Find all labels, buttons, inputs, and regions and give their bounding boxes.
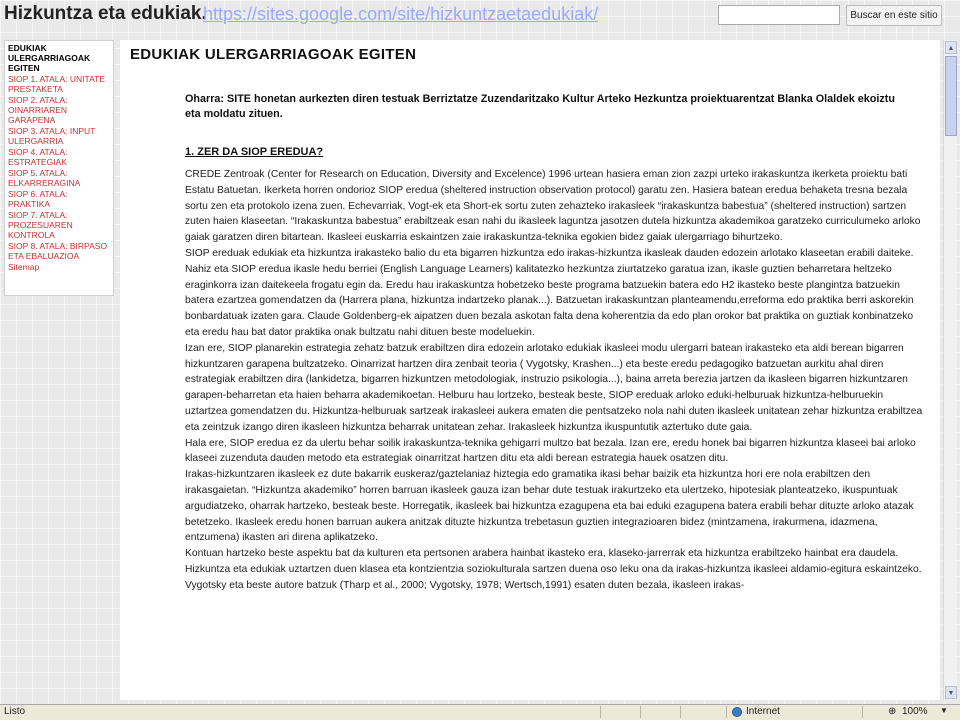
- status-text: Listo: [4, 706, 26, 717]
- scroll-up-arrow-icon[interactable]: ▲: [945, 41, 957, 54]
- main-content: [120, 40, 940, 700]
- section-heading: 1. ZER DA SIOP EREDUA?: [185, 146, 324, 158]
- status-divider: [862, 706, 863, 718]
- status-divider: [726, 706, 727, 718]
- sidebar-item-sitemap[interactable]: Sitemap: [8, 261, 40, 272]
- scroll-thumb[interactable]: [945, 56, 957, 136]
- sidebar-item-siop-7[interactable]: SIOP 7. ATALA: PROZESUAREN KONTROLA: [8, 209, 73, 241]
- sidebar-item-edukiak[interactable]: EDUKIAK ULERGARRIAGOAK EGITEN: [8, 43, 91, 74]
- sidebar-item-siop-8[interactable]: SIOP 8. ATALA: BIRPASO ETA EBALUAZIOA: [8, 240, 108, 262]
- author-note: Oharra: SITE honetan aurkezten diren testuak Berriztatze Zuzendaritzako Kultur Arteko Hezkuntza proiektuarentzat Blanka Olaldek ekoiztu eta moldatu zituen.: [185, 93, 895, 120]
- zoom-level[interactable]: 100%: [902, 706, 928, 717]
- paragraph: Izan ere, SIOP planarekin estrategia zehatz batzuk erabiltzen dira edozein arlotako edukiak ikasleei modu ulergarri batean irakasteko eta aldi berean bigarren hizkuntzaren garapena bultzatzeko. Oinarrizat hartzen dira zenbait teoria ( Vygotsky, Krashen...) eta beste eredu pedagogiko batzuetan aurkitu ahal diren estrategiak erabiltzen dira (lankidetza, bigarren hizkuntzen metodologiak, instruzio psikologia...), baina arreta berezia jartzen da ikasleen bigarren hizkuntzaren garapen-beharretan eta haien beharra akademikoetan. Helburu hau lortzeko, besteak beste, SIOP ereduak arloko eduki-helburuak hizkuntza-helburuekin uztartzea gomendatzen du. Hizkuntza-helburuak sartzeak irakasleei aukera ematen die pentsatzeko nola nahi duten ikasleek unitatean zehar hizkuntza erabiltzea eta zeintzuk izango diren ikasleen hizkuntza beharrak unitatean zehar. Irakasleek hizkuntza ikuspuntutik aztertuko dute gaia.: [185, 342, 923, 433]
- paragraph: Kontuan hartzeko beste aspektu bat da kulturen eta pertsonen arabera hainbat ikasteko era, klaseko-jarrerrak eta hizkuntza erabiltzeko hainbat era daudela.: [185, 548, 899, 560]
- paragraph: CREDE Zentroak (Center for Research on Education, Diversity and Excelence) 1996 urtean hasiera eman zion zazpi urteko irakaskuntza ikerketa proiektu bati Estatu Batuetan. Ikerketa horren ondorioz SIOP eredua (sheltered instruction observation protocol) garatu zen. Hasiera batean eredua behaketa tresna bezala sortu zen eta protokolo izena zuen. Echevarriak, Vogt-ek eta Short-ek sortu zuten zehazteko irakasleek “irakaskuntza babestua” (sheltered instruction) sartzen zuten haien klaseetan. “Irakaskuntza babestua” erabiltzeak esan nahi du ikasleek laguntza jasotzen dutela hizkuntza akademikoa garatzeko curriculumeko arloko gaiak garatzen diren bitartean. Ikasleei euskarria eskaintzen zaie irakaskuntza-teknika egokien bidez gaiak ulergarriago bihurtzeko.: [185, 169, 921, 244]
- paragraph: Hizkuntza eta edukiak uztartzen duen klasea eta kontzientzia soziokulturala sartzen duena oso leku ona da irakas-hizkuntza ikasleei aldamio-egitura eskaintzeko. Vygotsky eta beste autore batzuk (Tharp et al., 2000; Vygotsky, 1978; Wertsch,1991) esaten duten bezala, ikasleen irakas-: [185, 563, 922, 591]
- site-url-link[interactable]: https://sites.google.com/site/hizkuntzaetaedukiak/: [203, 4, 599, 24]
- sidebar-item-siop-3[interactable]: SIOP 3. ATALA: INPUT ULERGARRIA: [8, 126, 96, 147]
- site-header: [0, 0, 960, 36]
- browser-status-bar: [0, 704, 960, 720]
- site-title[interactable]: Hizkuntza eta edukiak.: [4, 3, 207, 24]
- paragraph: SIOP ereduak edukiak eta hizkuntza irakasteko balio du eta bigarren hizkuntza edo irakas-hizkuntza ikasleak dauden edozein arlotako klaseetan erabili daiteke. Nahiz eta SIOP eredua ikasle hedu berriei (English Language Learners) kalitatezko hezkuntza ziurtatzeko garatua izan, ikasle guztien beharretara heltzeko eraginkorra izan daitekeela frogatu egin da. Eredu hau irakaskuntza hobetzeko beste programa batzuekin batera edo H2 ikasteko beste plangintza batzuekin batera ezartzea gomendatzen da (Harrera plana, hizkuntza indartzeko planak...). Batzuetan irakaskuntzan planteamendu,erreforma edo praktika berri askorekin bonbardatuak izaten gara. Claude Goldenberg-ek aipatzen duen bezala askotan falta dena koherentzia da edo plan orokor bat praktika on guztiak konbinatzeko eta eredu hau bat dator praktika onak bultzatu nahi dituen beste modeluekin.: [185, 247, 914, 338]
- sidebar-item-siop-4[interactable]: SIOP 4. ATALA: ESTRATEGIAK: [8, 147, 68, 168]
- sidebar-item-siop-1[interactable]: SIOP 1. ATALA: UNITATE PRESTAKETA: [8, 74, 105, 95]
- vertical-scrollbar[interactable]: [943, 40, 957, 700]
- security-zone: Internet: [746, 706, 780, 717]
- chevron-down-icon[interactable]: ▼: [940, 706, 948, 715]
- sidebar-item-siop-6[interactable]: SIOP 6. ATALA: PRAKTIKA: [8, 188, 68, 210]
- status-divider: [680, 706, 681, 718]
- search-input[interactable]: [718, 5, 840, 25]
- scroll-down-arrow-icon[interactable]: ▼: [945, 686, 957, 699]
- paragraph: Hala ere, SIOP eredua ez da ulertu behar soilik irakaskuntza-teknika gehigarri multzo bat bezala. Izan ere, eredu honek bai bigarren hizkuntza klaseei bai arloko klaseei zuzenduta dauden metodo eta estrategiak oinarritzat hartzen ditu eta aldi berean estrategia hauek osatzen ditu.: [185, 437, 916, 465]
- status-divider: [600, 706, 601, 718]
- status-divider: [640, 706, 641, 718]
- page-title: EDUKIAK ULERGARRIAGOAK EGITEN: [130, 46, 417, 63]
- search-button[interactable]: Buscar en este sitio: [846, 5, 942, 26]
- zoom-icon[interactable]: ⊕: [888, 706, 897, 717]
- globe-icon: [732, 707, 742, 717]
- sidebar-item-siop-5[interactable]: SIOP 5. ATALA: ELKARRERAGINA: [8, 167, 81, 189]
- paragraph: Irakas-hizkuntzaren ikasleek ez dute bakarrik euskeraz/gaztelaniaz hiztegia edo gramatika ikasi behar baizik eta hizkuntza hori ere nola erabiltzen den irakasgaietan. “Hizkuntza akademiko” horren barruan ikasleek gauza izan behar dute testuak irakurtzeko eta ulertzeko, hipotesiak planteatzeko, ikuspuntuak argudiatzeko, oharrak hartzeko, besteak beste. Horregatik, ikasleek bai hizkuntza ezagupena eta bai eduki ezagupena batera erabili behar dituzte arloko atazak betetzeko. Ikasleek eredu honen barruan aukera anitzak dituzte hizkuntza trebetasun guztien integrazioaren bidez (mintzamena, irakurmena, idazmena, entzumena) ikasten ari direna aplikatzeko.: [185, 469, 914, 544]
- sidebar-nav: [4, 40, 114, 296]
- article-body: [185, 167, 927, 594]
- sidebar-item-siop-2[interactable]: SIOP 2. ATALA: OINARRIAREN GARAPENA: [8, 95, 68, 126]
